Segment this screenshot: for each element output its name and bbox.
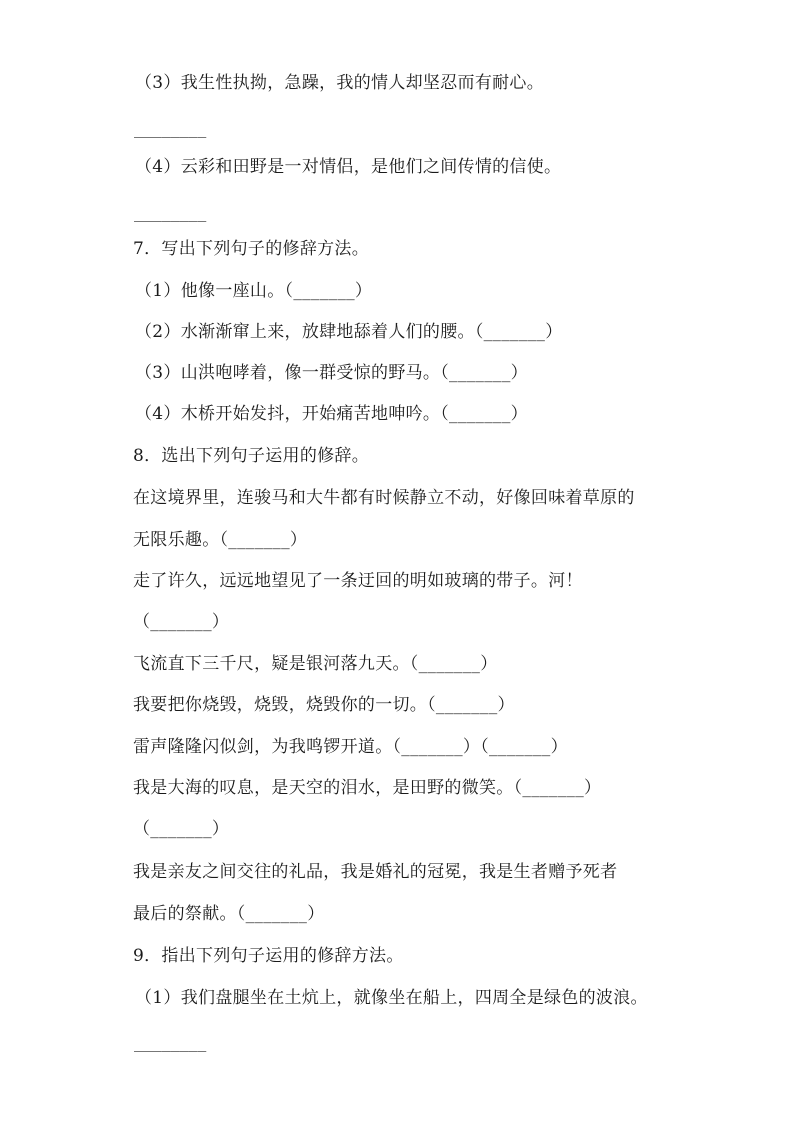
question-7-item-3: （3）山洪咆哮着，像一群受惊的野马。（_______） xyxy=(135,363,528,383)
question-8-sentence-7a: 我是亲友之间交往的礼品，我是婚礼的冠冕，我是生者赠予死者 xyxy=(133,862,618,882)
answer-blank: ________ xyxy=(134,204,207,222)
question-6-item-4: （4）云彩和田野是一对情侣，是他们之间传情的信使。 xyxy=(135,157,562,177)
question-8-sentence-1b: 无限乐趣。（_______） xyxy=(133,530,308,550)
question-8-title: 8．选出下列句子运用的修辞。 xyxy=(133,446,370,466)
question-7-title: 7．写出下列句子的修辞方法。 xyxy=(133,239,370,259)
question-8-sentence-4: 我要把你烧毁，烧毁，烧毁你的一切。（_______） xyxy=(133,695,515,715)
question-8-sentence-1a: 在这境界里，连骏马和大牛都有时候静立不动，好像回味着草原的 xyxy=(133,488,635,508)
question-7-item-1: （1）他像一座山。（_______） xyxy=(135,281,373,301)
question-6-item-3: （3）我生性执拗，急躁，我的情人却坚忍而有耐心。 xyxy=(135,73,545,93)
question-7-item-4: （4）木桥开始发抖，开始痛苦地呻吟。（_______） xyxy=(135,404,528,424)
question-8-sentence-3: 飞流直下三千尺，疑是银河落九天。（_______） xyxy=(133,654,498,674)
question-8-sentence-2b: （_______） xyxy=(133,612,230,632)
question-9-item-1: （1）我们盘腿坐在土炕上，就像坐在船上，四周全是绿色的波浪。 xyxy=(135,988,648,1008)
question-7-item-2: （2）水渐渐窜上来，放肆地舔着人们的腰。（_______） xyxy=(135,322,563,342)
question-8-sentence-2a: 走了许久，远远地望见了一条迂回的明如玻璃的带子。河！ xyxy=(133,571,583,591)
question-8-sentence-7b: 最后的祭献。（_______） xyxy=(133,904,325,924)
answer-blank: ________ xyxy=(134,1034,207,1052)
question-8-sentence-6b: （_______） xyxy=(133,819,230,839)
answer-blank: ________ xyxy=(134,120,207,138)
question-8-sentence-6a: 我是大海的叹息，是天空的泪水，是田野的微笑。（_______） xyxy=(133,778,602,798)
question-8-sentence-5: 雷声隆隆闪似剑，为我鸣锣开道。（_______）（_______） xyxy=(133,737,568,757)
question-9-title: 9．指出下列句子运用的修辞方法。 xyxy=(133,946,404,966)
